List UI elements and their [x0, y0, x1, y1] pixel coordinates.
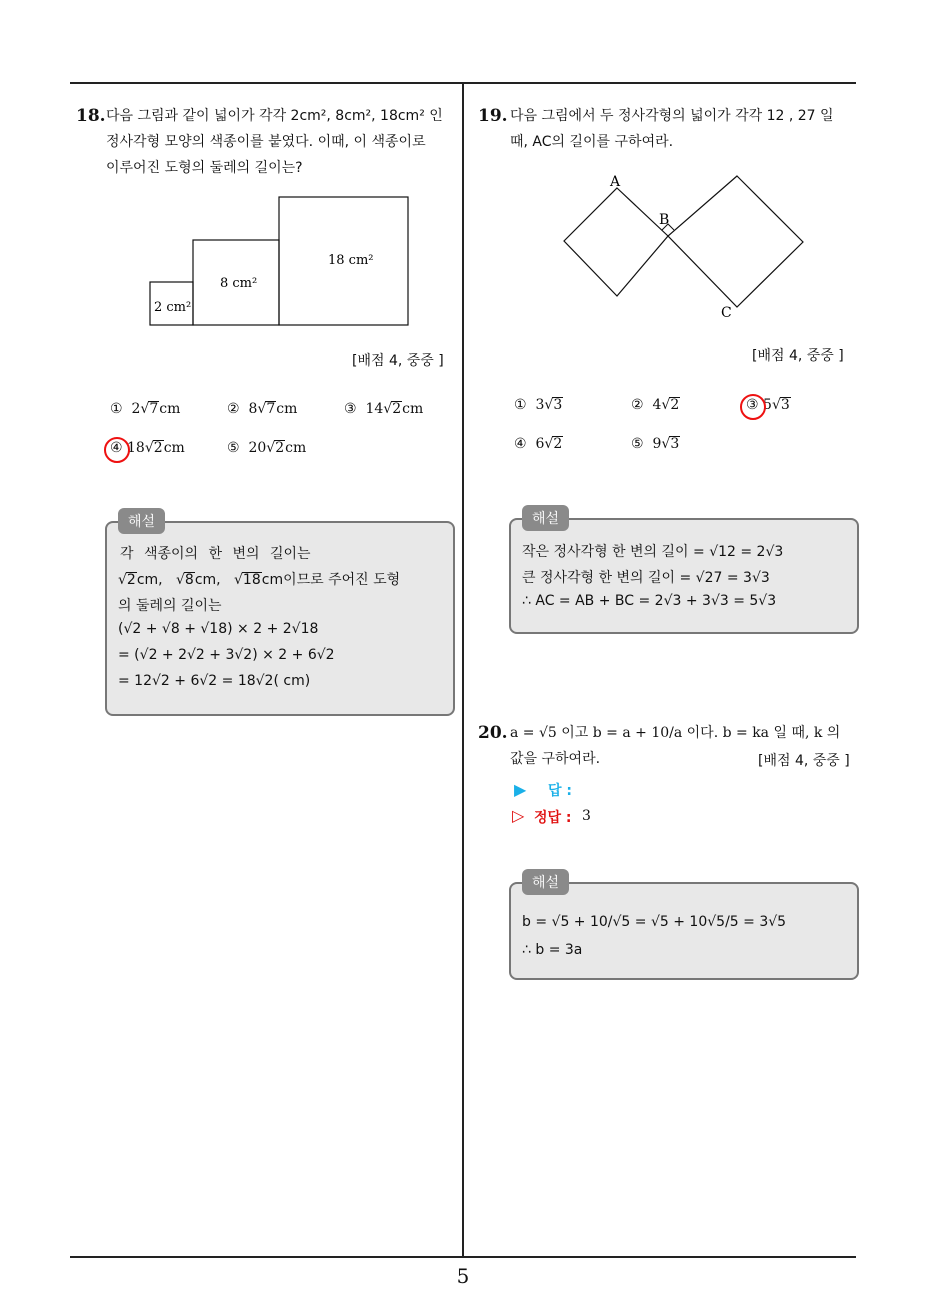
page-number: 5 [456, 1264, 470, 1288]
q18-sol-line3: 의 둘레의 길이는 [118, 598, 222, 614]
q19-choice-5[interactable]: ⑤ 9√3 [631, 436, 680, 452]
q19-line1: 다음 그림에서 두 정사각형의 넓이가 각각 12 , 27 일 [510, 108, 834, 124]
q18-squares-figure [148, 194, 412, 328]
q18-question [106, 103, 458, 181]
q19-sol-line1: 작은 정사각형 한 변의 길이 = √12 = 2√3 [522, 544, 784, 560]
q18-choice-5[interactable]: ⑤ 20√2cm [227, 440, 307, 456]
q19-sol-line2: 큰 정사각형 한 변의 길이 = √27 = 3√3 [522, 570, 770, 586]
q20-correct-label: 정답 : [534, 810, 572, 826]
q19-sol-line3: ∴ AC = AB + BC = 2√3 + 3√3 = 5√3 [522, 593, 777, 609]
q18-choice-4[interactable]: ④ 18√2cm [110, 440, 185, 456]
q18-fig-label-small: 2 cm² [154, 300, 192, 315]
q19-answer-circle-mark [740, 394, 766, 420]
q19-choice-3[interactable]: ③ 5√3 [746, 397, 790, 413]
q20-solution-box [509, 882, 859, 980]
q20-correct-value: 3 [582, 808, 591, 824]
column-divider [462, 83, 464, 1257]
q18-line3: 이루어진 도형의 둘레의 길이는? [106, 160, 303, 176]
q18-number: 18. [76, 106, 106, 126]
q20-line1: a = √5 이고 b = a + 10/a 이다. b = ka 일 때, k 의 [510, 725, 841, 741]
answer-arrow-icon: ▶ [514, 780, 527, 799]
q18-choice-2[interactable]: ② 8√7cm [227, 401, 298, 417]
q18-choice-1[interactable]: ① 2√7cm [110, 401, 181, 417]
q19-score: [배점 4, 중중 ] [752, 348, 844, 364]
q19-choice-4[interactable]: ④ 6√2 [514, 436, 563, 452]
q18-solution-tag: 해설 [118, 508, 165, 534]
q20-sol-line2: ∴ b = 3a [522, 942, 583, 958]
q18-sol-line5: = (√2 + 2√2 + 3√2) × 2 + 6√2 [118, 647, 335, 663]
q19-line2: 때, AC의 길이를 구하여라. [510, 134, 674, 150]
q19-choice-2[interactable]: ② 4√2 [631, 397, 680, 413]
q18-line1: 다음 그림과 같이 넓이가 각각 2cm², 8cm², 18cm² 인 [106, 108, 443, 124]
q20-solution-tag: 해설 [522, 869, 569, 895]
q18-sol-line4: (√2 + √8 + √18) × 2 + 2√18 [118, 621, 319, 637]
q19-number: 19. [478, 106, 508, 126]
q19-question [510, 103, 860, 155]
q20-score: [배점 4, 중중 ] [758, 753, 850, 769]
q18-fig-label-mid: 8 cm² [220, 276, 258, 291]
q18-sol-line2: √2cm, √8cm, √18cm이므로 주어진 도형 [118, 572, 401, 588]
q20-number: 20. [478, 723, 508, 743]
q20-line2: 값을 구하여라. [510, 751, 601, 767]
q19-fig-label-a: A [610, 174, 621, 190]
q18-choice-3[interactable]: ③ 14√2cm [344, 401, 424, 417]
correct-arrow-icon: ▷ [512, 806, 525, 825]
q19-fig-label-c: C [721, 305, 732, 320]
q20-sol-line1: b = √5 + 10/√5 = √5 + 10√5/5 = 3√5 [522, 914, 787, 930]
q19-choice-1[interactable]: ① 3√3 [514, 397, 563, 413]
q19-solution-tag: 해설 [522, 505, 569, 531]
q18-sol-line6: = 12√2 + 6√2 = 18√2( cm) [118, 673, 311, 689]
q18-line2: 정사각형 모양의 색종이를 붙였다. 이때, 이 색종이로 [106, 134, 426, 150]
q18-fig-label-large: 18 cm² [328, 253, 374, 268]
bottom-rule [70, 1256, 856, 1258]
q20-answer-label: 답 : [548, 783, 572, 799]
q18-answer-circle-mark [104, 437, 130, 463]
q18-sol-line1: 각 색종이의 한 변의 길이는 [120, 546, 311, 562]
q18-score: [배점 4, 중중 ] [352, 353, 444, 369]
q19-fig-label-b: B [659, 212, 670, 228]
q19-squares-figure [556, 168, 810, 320]
